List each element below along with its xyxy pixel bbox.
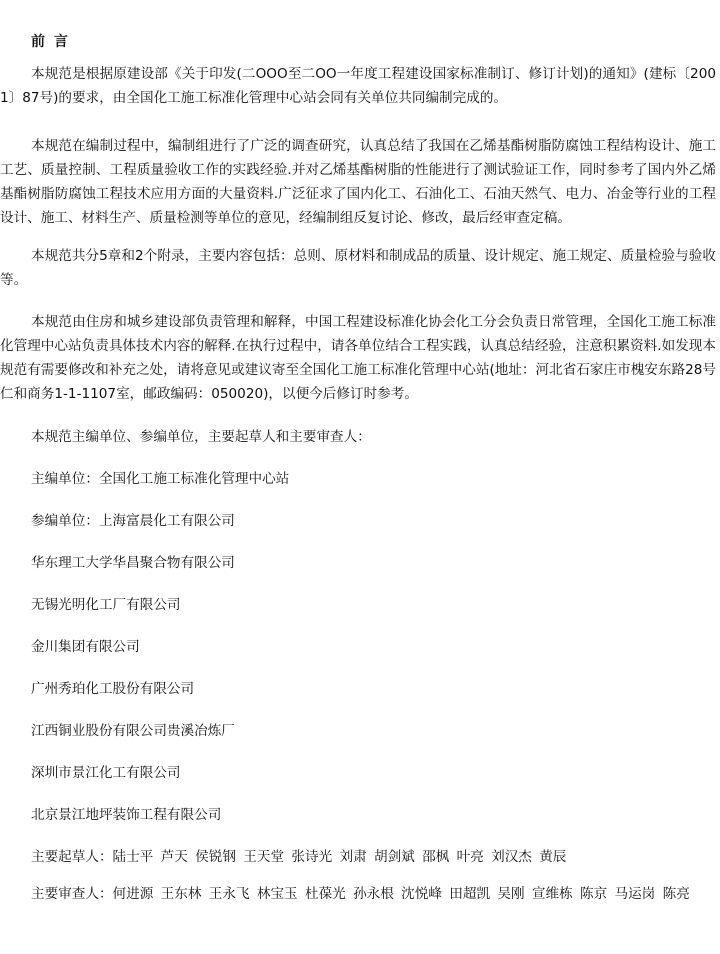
units-intro: 本规范主编单位、参编单位，主要起草人和主要审查人： [31, 429, 371, 445]
participating-unit: 无锡光明化工厂有限公司 [31, 597, 181, 613]
main-reviewers: 主要审查人：何进源 王东林 王永飞 林宝玉 杜葆光 孙永根 沈悦峰 田超凯 吴刚 宣维栋 陈京 马运岗 陈亮 [31, 886, 690, 902]
paragraph-management: 本规范由住房和城乡建设部负责管理和解释，中国工程建设标准化协会化工分会负责日常管理，全国化工施工标准化管理中心站负责具体技术内容的解释.在执行过程中，请各单位结合工程实践，认真总结经验，注意积累资料.如发现本规范有需要修改和补充之处，请将意见或建议寄至全国化工施工标准化管理中心站(地址：河北省石家庄市槐安东路28号仁和商务1-1-1107室，邮政编码：050020)，以便今后修订时参考。 [0, 314, 716, 402]
participating-unit-first: 参编单位：上海富晨化工有限公司 [31, 513, 235, 529]
paragraph-contents: 本规范共分5章和2个附录，主要内容包括：总则、原材料和制成品的质量、设计规定、施工规定、质量检验与验收等。 [0, 248, 716, 288]
chief-unit: 主编单位：全国化工施工标准化管理中心站 [31, 471, 290, 487]
participating-unit: 华东理工大学华昌聚合物有限公司 [31, 555, 235, 571]
participating-unit: 广州秀珀化工股份有限公司 [31, 681, 195, 697]
participating-unit: 深圳市景江化工有限公司 [31, 765, 181, 781]
paragraph-basis: 本规范是根据原建设部《关于印发(二OOO至二OO一年度工程建设国家标准制订、修订计划)的通知》(建标〔2001〕87号)的要求，由全国化工施工标准化管理中心站会同有关单位共同编制完成的。 [0, 66, 716, 106]
main-drafters: 主要起草人：陆士平 芦天 侯锐钢 王天堂 张诗光 刘肃 胡剑斌 邵枫 叶亮 刘汉杰 黄辰 [31, 849, 567, 865]
participating-unit: 北京景江地坪装饰工程有限公司 [31, 807, 222, 823]
participating-unit: 江西铜业股份有限公司贵溪冶炼厂 [31, 723, 235, 739]
paragraph-compilation: 本规范在编制过程中，编制组进行了广泛的调查研究，认真总结了我国在乙烯基酯树脂防腐蚀工程结构设计、施工工艺、质量控制、工程质量验收工作的实践经验.并对乙烯基酯树脂的性能进行了测试验证工作，同时参考了国内外乙烯基酯树脂防腐蚀工程技术应用方面的大量资料.广泛征求了国内化工、石油化工、石油天然气、电力、冶金等行业的工程设计、施工、材料生产、质量检测等单位的意见，经编制组反复讨论、修改，最后经审查定稿。 [0, 138, 716, 226]
preface-heading: 前 言 [31, 34, 70, 50]
participating-unit: 金川集团有限公司 [31, 639, 140, 655]
